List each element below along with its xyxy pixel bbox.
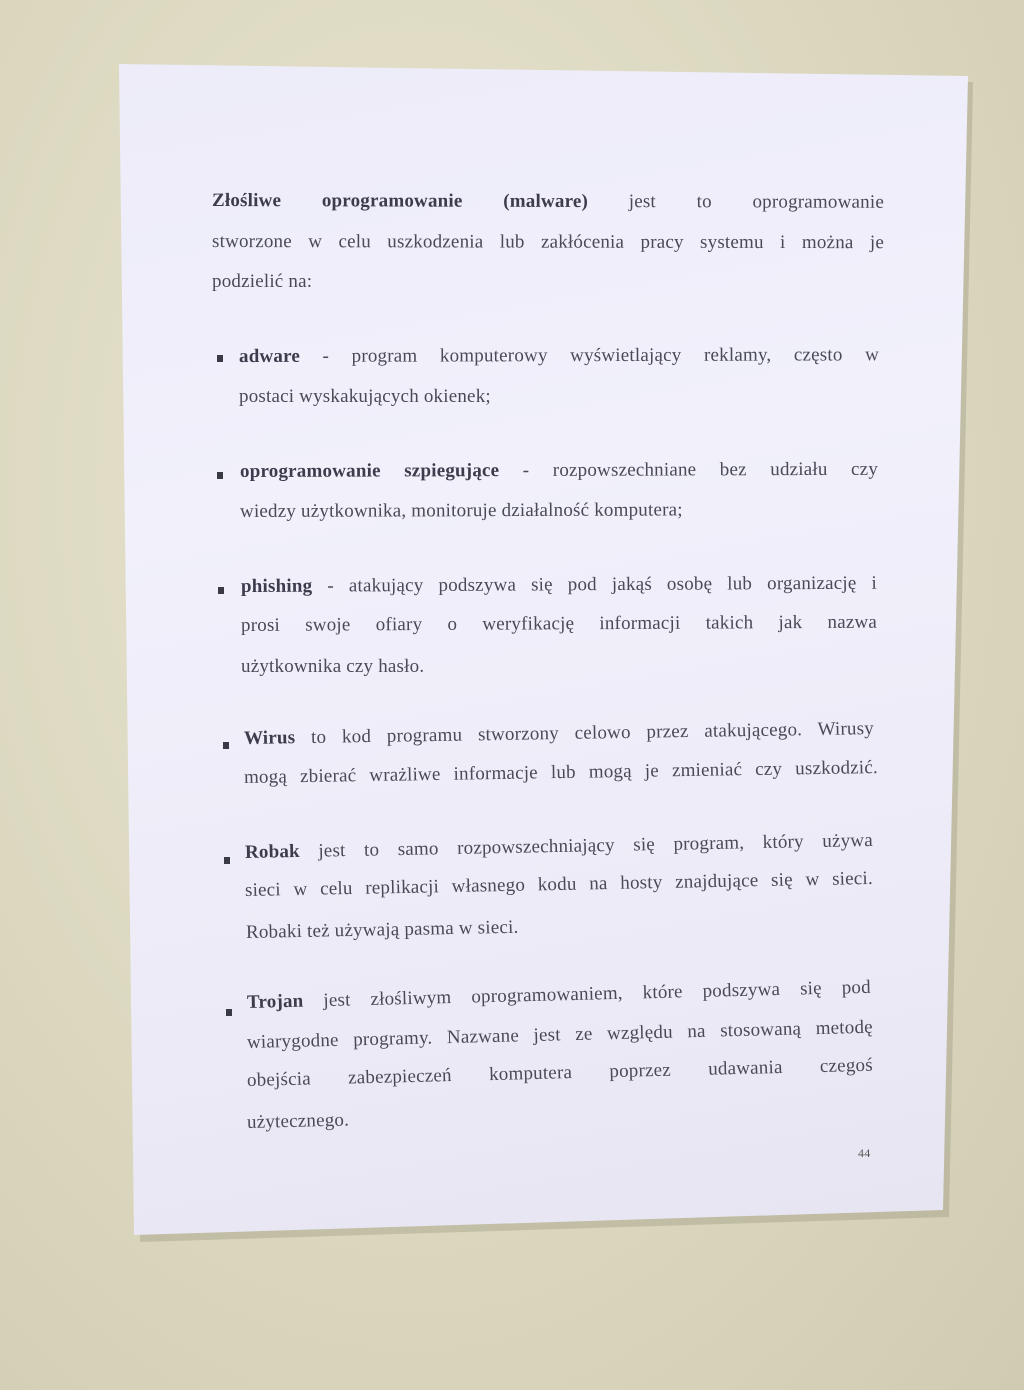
list-item-spyware-line-2 (240, 499, 683, 523)
bullet-icon (223, 742, 229, 749)
bullet-icon (218, 587, 224, 594)
list-item-phishing-line-2 (241, 612, 877, 637)
item-text: jest to samo rozpowszechniający się program, który używa (318, 829, 874, 862)
list-item-virus-line-1 (244, 718, 874, 750)
list-item-spyware-line-1 (240, 459, 878, 483)
item-text: to kod programu stworzony celowo przez atakującego. Wirusy (310, 718, 875, 748)
item-term: adware (238, 345, 301, 367)
item-text: - rozpowszechniane bez udziału czy (522, 458, 879, 482)
item-text: użytecznego. (246, 1109, 350, 1133)
item-term: Wirus (243, 727, 296, 749)
item-text: - atakujący podszywa się pod jakąś osobę lub organizację i (327, 572, 878, 597)
item-term: oprogramowanie szpiegujące (239, 460, 500, 482)
intro-text: podzielić na: (212, 271, 313, 292)
intro-text: jest to oprogramowanie (628, 191, 885, 213)
intro-line-2 (212, 231, 884, 254)
list-item-trojan-line-2 (247, 1017, 873, 1054)
list-item-worm-line-3 (246, 917, 519, 944)
item-text: obejścia zabezpieczeń komputera poprzez udawania czegoś (246, 1054, 874, 1091)
list-item-adware-line-2 (239, 386, 491, 408)
intro-text: stworzone w celu uszkodzenia lub zakłócenia pracy systemu i można je (211, 231, 885, 254)
list-item-phishing-line-3 (241, 656, 424, 678)
list-item-adware-line-1 (239, 344, 879, 368)
item-text: wiarygodne programy. Nazwane jest ze względu na stosowaną metodę (246, 1016, 874, 1053)
intro-line-3 (212, 271, 312, 293)
list-item-trojan-line-3 (247, 1055, 873, 1092)
item-text: wiedzy użytkownika, monitoruje działalność komputera; (239, 499, 683, 522)
intro-term: Złośliwe oprogramowanie (malware) (211, 190, 589, 212)
list-item-phishing-line-1 (241, 573, 877, 598)
intro-line-1 (212, 190, 884, 214)
item-text: mogą zbierać wrażliwe informacje lub mogą je zmieniać czy uszkodzić. (243, 757, 879, 788)
item-text: sieci w celu replikacji własnego kodu na hosty znajdujące się w sieci. (244, 867, 874, 901)
item-text: - program komputerowy wyświetlający reklamy, często w (322, 344, 880, 367)
item-term: Trojan (246, 990, 304, 1013)
bullet-icon (226, 1009, 232, 1016)
page-number: 44 (858, 1146, 871, 1160)
item-term: Robak (244, 840, 301, 863)
item-term: phishing (240, 575, 313, 597)
bullet-icon (224, 857, 230, 864)
item-text: jest złośliwym oprogramowaniem, które podszywa się pod (323, 976, 872, 1012)
list-item-worm-line-1 (245, 830, 873, 864)
item-text: prosi swoje ofiary o weryfikację informacji takich jak nazwa (240, 611, 878, 636)
bullet-icon (217, 355, 223, 362)
list-item-virus-line-2 (244, 757, 878, 789)
list-item-worm-line-2 (245, 868, 873, 902)
bullet-icon (217, 472, 223, 479)
item-text: Robaki też używają pasma w sieci. (245, 916, 519, 943)
list-item-trojan-line-4 (247, 1110, 350, 1134)
item-text: postaci wyskakujących okienek; (239, 386, 491, 407)
item-text: użytkownika czy hasło. (241, 656, 425, 677)
list-item-trojan-line-1 (247, 977, 871, 1014)
